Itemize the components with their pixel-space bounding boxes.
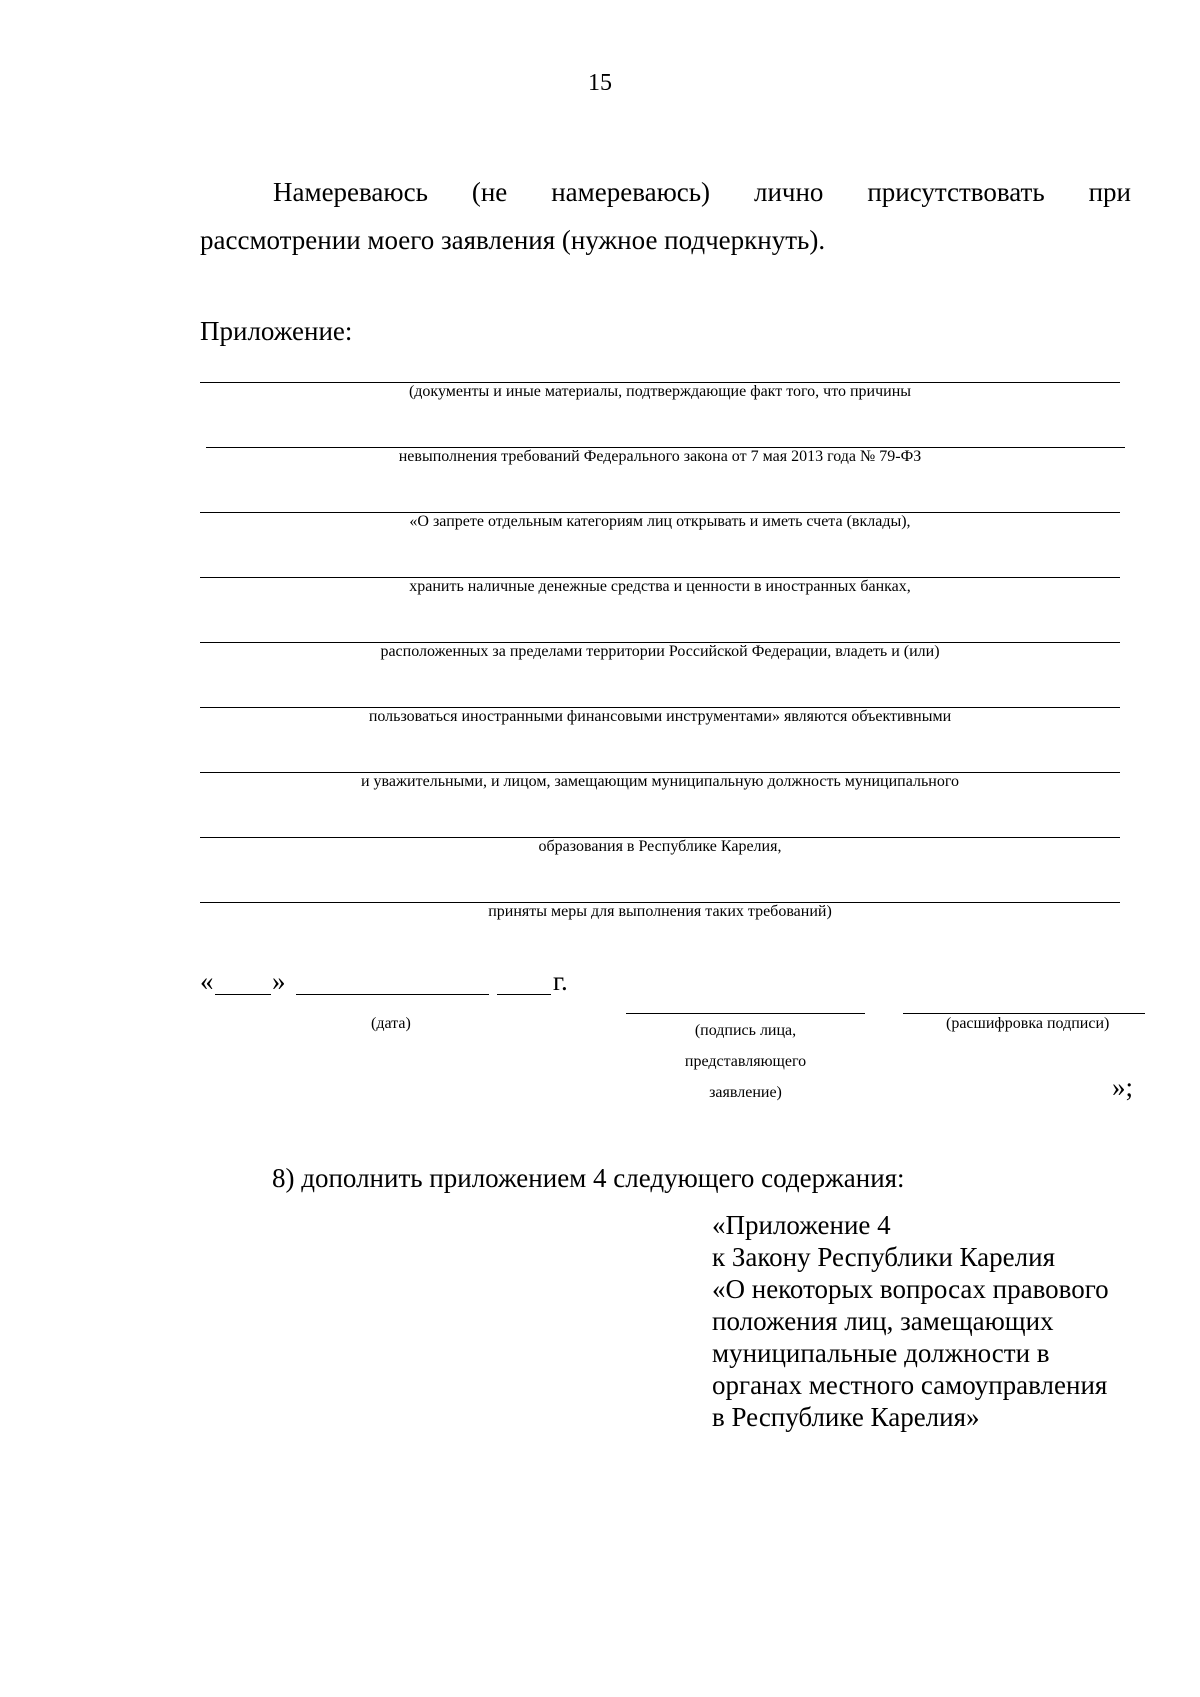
year-blank-line <box>497 994 551 995</box>
intent-paragraph <box>200 168 1131 264</box>
date-open-quote: « <box>200 966 214 996</box>
fill-caption: хранить наличные денежные средства и ценности в иностранных банках, <box>409 578 911 595</box>
intent-word: (не <box>471 177 508 207</box>
intent-word: намереваюсь) <box>551 177 711 207</box>
year-suffix: г. <box>553 966 568 996</box>
end-quote-mark: »; <box>1112 1072 1134 1102</box>
intent-word: лично <box>753 177 824 207</box>
fill-caption: и уважительными, и лицом, замещающим муниципальную должность муниципального <box>360 773 959 790</box>
fill-caption: расположенных за пределами территории Российской Федерации, владеть и (или) <box>380 643 940 660</box>
signature-line <box>626 1013 865 1014</box>
month-blank-line <box>296 994 489 995</box>
signature-caption <box>626 1015 865 1108</box>
appendix-header-line: «Приложение 4 <box>712 1210 891 1240</box>
appendix-header <box>712 1209 1109 1433</box>
intent-word: Намереваюсь <box>273 177 428 207</box>
appendix-header-line: в Республике Карелия» <box>712 1402 980 1432</box>
intent-line-2: рассмотрении моего заявления (нужное подчеркнуть). <box>200 225 826 255</box>
intent-word: присутствовать <box>867 177 1045 207</box>
signature-caption-line: (подпись лица, <box>694 1022 797 1039</box>
attachment-label: Приложение: <box>200 316 353 346</box>
signature-caption-line: заявление) <box>709 1084 782 1101</box>
appendix-header-line: положения лиц, замещающих <box>712 1306 1054 1336</box>
decode-caption: (расшифровка подписи) <box>946 1015 1110 1032</box>
intent-word: при <box>1088 177 1131 207</box>
date-close-quote: » <box>272 966 286 996</box>
fill-caption: пользоваться иностранными финансовыми инструментами» являются объективными <box>368 708 952 725</box>
fill-caption: образования в Республике Карелия, <box>538 838 782 855</box>
appendix-header-line: к Закону Республики Карелия <box>712 1242 1055 1272</box>
date-caption: (дата) <box>371 1015 411 1032</box>
day-blank-line <box>215 994 271 995</box>
decode-line <box>903 1013 1145 1014</box>
signature-caption-line: представляющего <box>684 1053 807 1070</box>
appendix-header-line: «О некоторых вопросах правового <box>712 1274 1109 1304</box>
fill-caption: невыполнения требований Федерального закона от 7 мая 2013 года № 79-ФЗ <box>398 448 922 465</box>
fill-caption: «О запрете отдельным категориям лиц открывать и иметь счета (вклады), <box>409 513 911 530</box>
intent-line-1 <box>200 168 1131 216</box>
appendix-header-line: органах местного самоуправления <box>712 1370 1108 1400</box>
item-8-text: 8) дополнить приложением 4 следующего содержания: <box>272 1163 905 1193</box>
appendix-header-line: муниципальные должности в <box>712 1338 1050 1368</box>
fill-caption: (документы и иные материалы, подтверждающие факт того, что причины <box>408 383 912 400</box>
page-number: 15 <box>588 70 612 96</box>
fill-caption: приняты меры для выполнения таких требований) <box>488 903 832 920</box>
